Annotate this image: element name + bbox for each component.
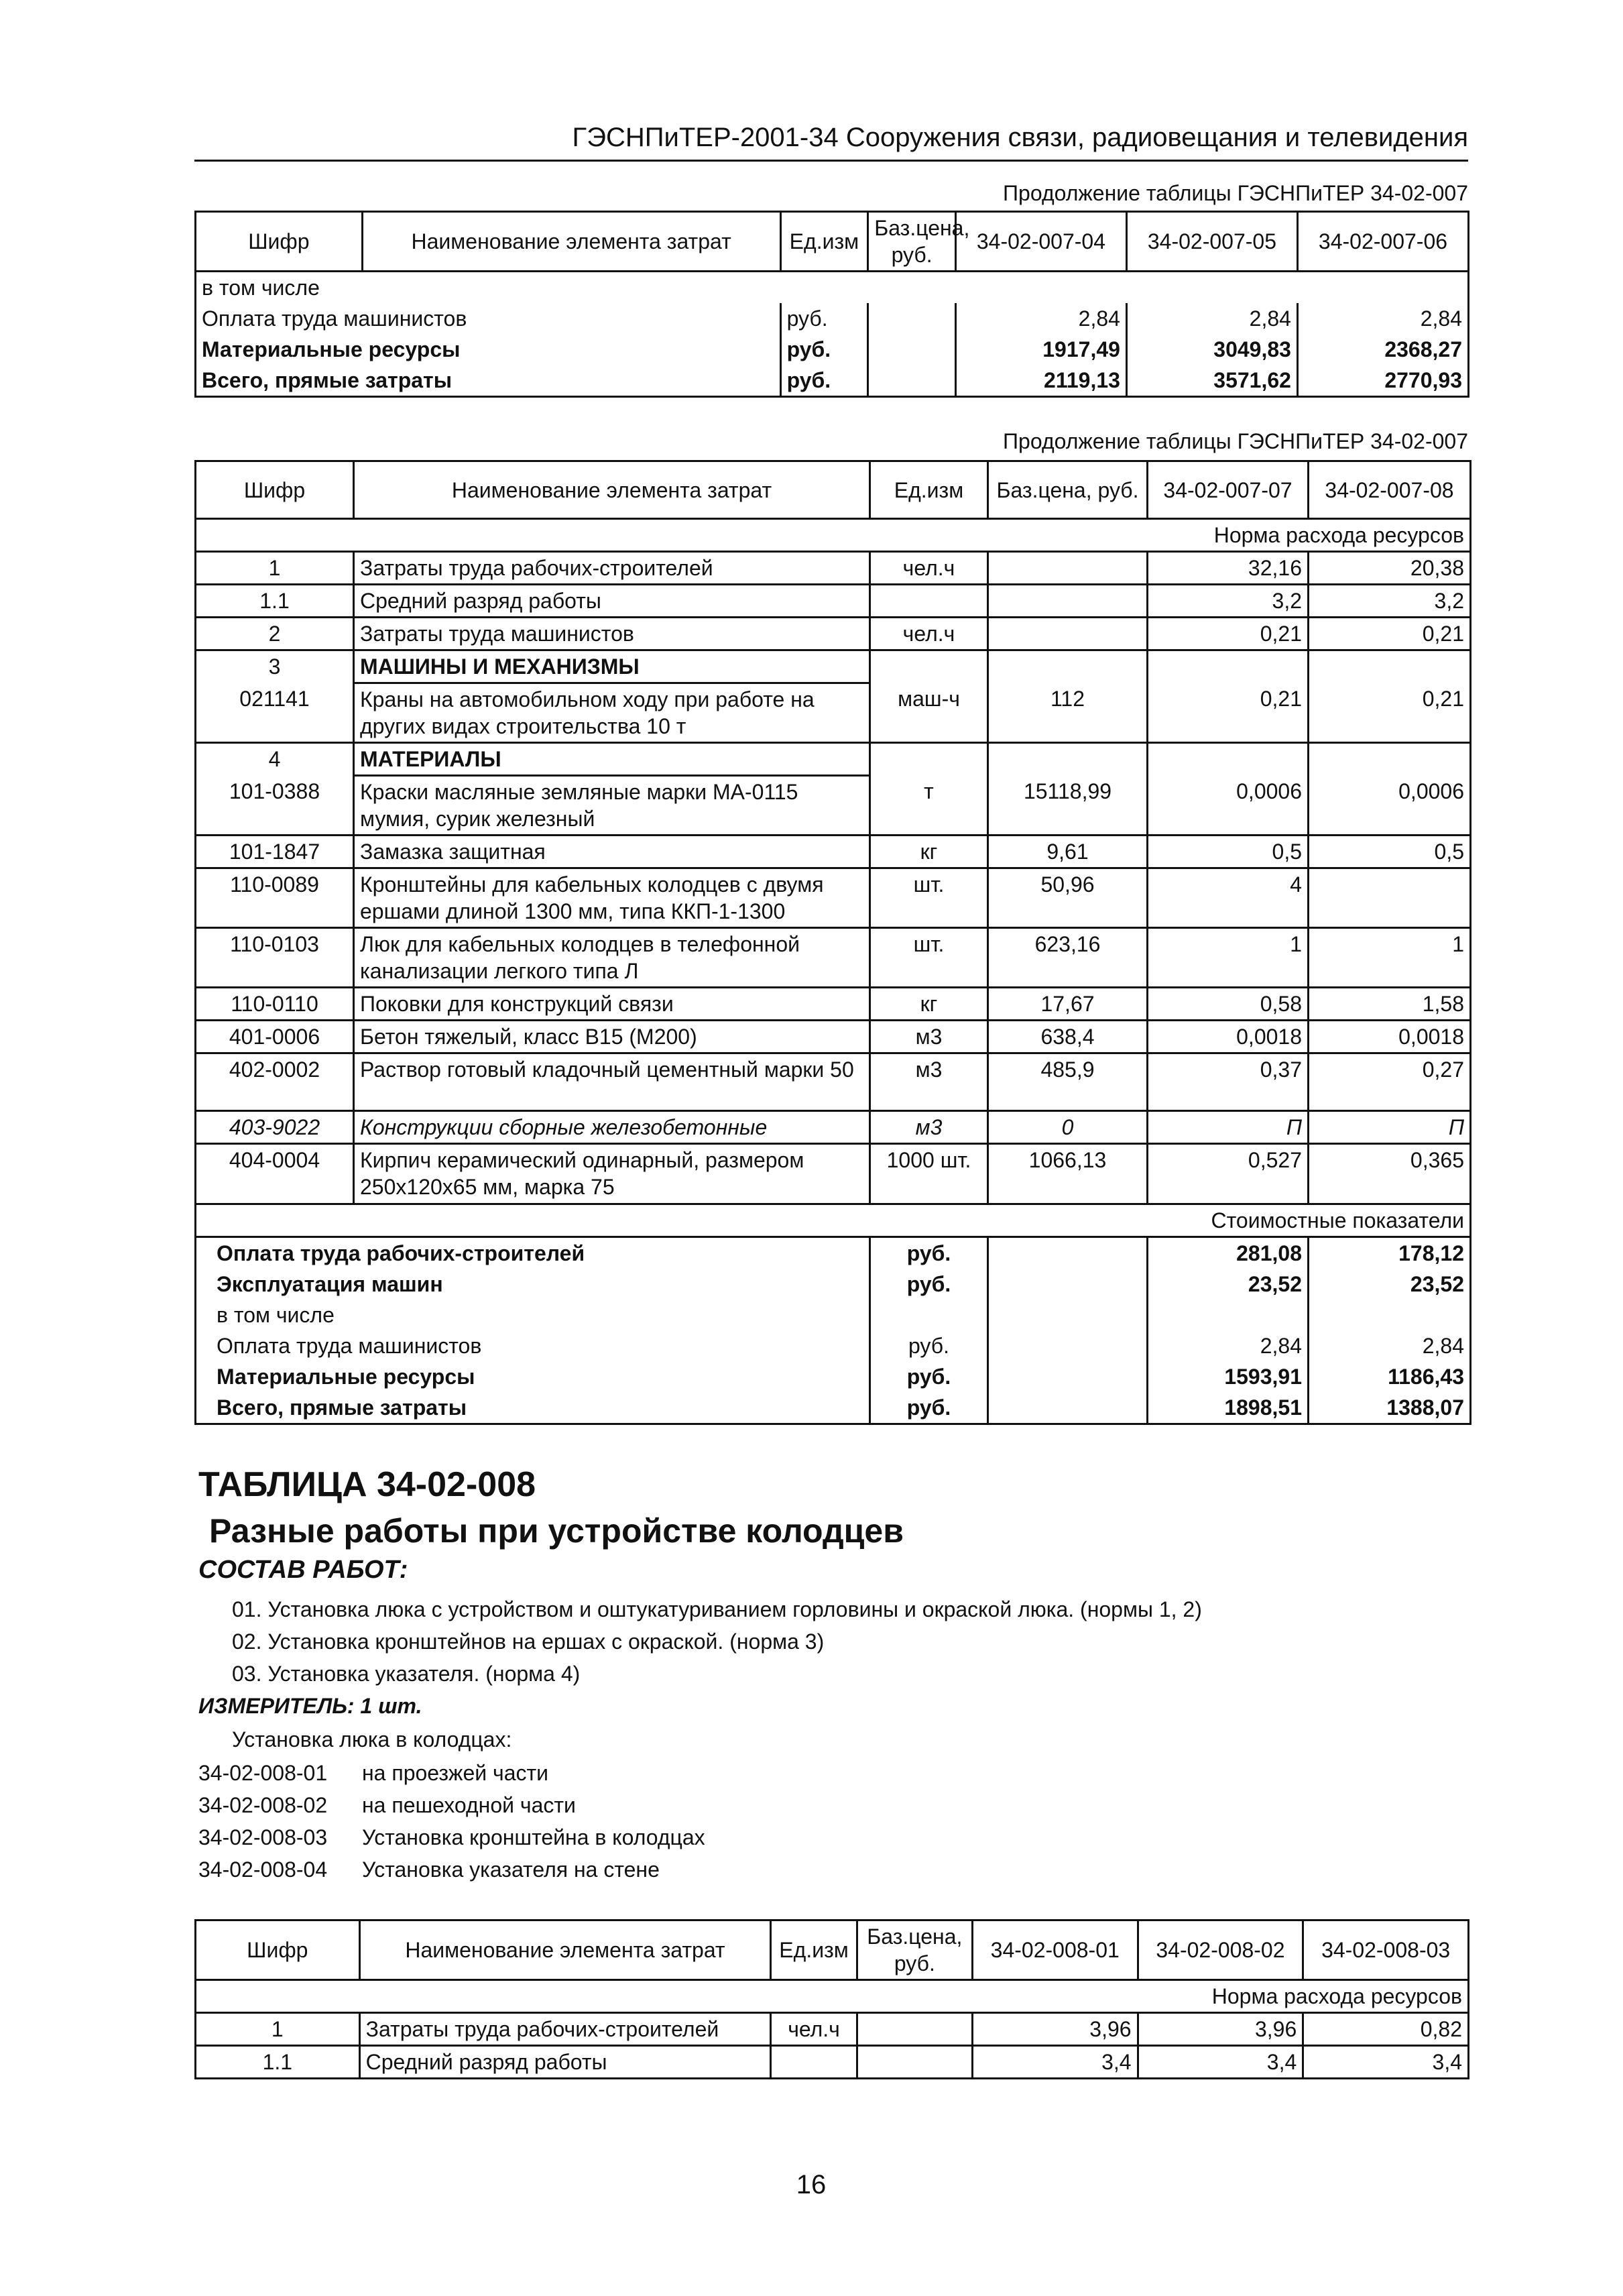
- col-header-v1: 34-02-007-07: [1148, 461, 1309, 519]
- table-row: Оплата труда машинистов руб. 2,84 2,84 2,84: [196, 303, 1469, 334]
- col-header-v1: 34-02-007-04: [955, 212, 1126, 272]
- measure-label: ИЗМЕРИТЕЛЬ: 1 шт.: [198, 1694, 422, 1718]
- norm-label-row: Норма расхода ресурсов: [196, 1980, 1469, 2013]
- table-row: 101-0388 Краски масляные земляные марки МА-0115 мумия, сурик железный т 15118,99 0,0006 0,0006: [196, 776, 1471, 836]
- col-header-v2: 34-02-007-05: [1126, 212, 1297, 272]
- col-header-code: Шифр: [196, 1920, 360, 1980]
- page-header: [194, 118, 1468, 162]
- section-subtitle: Разные работы при устройстве колодцев: [209, 1512, 904, 1550]
- item-code: 34-02-008-02: [198, 1793, 328, 1817]
- cost-row: Всего, прямые затраты руб. 1898,51 1388,07: [196, 1392, 1471, 1424]
- table-row: 1 Затраты труда рабочих-строителей чел.ч 32,16 20,38: [196, 552, 1471, 585]
- col-header-v3: 34-02-008-03: [1303, 1920, 1469, 1980]
- cost-row: Оплата труда машинистов руб. 2,84 2,84: [196, 1330, 1471, 1361]
- col-header-v3: 34-02-007-06: [1297, 212, 1468, 272]
- table-row: Всего, прямые затраты руб. 2119,13 3571,62 2770,93: [196, 365, 1469, 397]
- table-row: 101-1847 Замазка защитная кг 9,61 0,5 0,5: [196, 836, 1471, 868]
- col-header-unit: Ед.изм: [780, 212, 868, 272]
- cost-row: Материальные ресурсы руб. 1593,91 1186,43: [196, 1361, 1471, 1392]
- item-text: Установка кронштейна в колодцах: [362, 1825, 705, 1849]
- table-row: 403-9022 Конструкции сборные железобетонные м3 0 П П: [196, 1111, 1471, 1144]
- table-header-row: [196, 1920, 1469, 1980]
- col-header-v2: 34-02-007-08: [1309, 461, 1471, 519]
- table2-continuation: Продолжение таблицы ГЭСНПиТЕР 34-02-007: [1003, 429, 1468, 453]
- table-row: 401-0006 Бетон тяжелый, класс В15 (М200) м3 638,4 0,0018 0,0018: [196, 1021, 1471, 1053]
- table-header-row: [196, 212, 1469, 272]
- table-row: 404-0004 Кирпич керамический одинарный, размером 250х120х65 мм, марка 75 1000 шт. 1066,13 0,527 0,365: [196, 1144, 1471, 1204]
- col-header-price: Баз.цена, руб.: [868, 212, 956, 272]
- cost-row: Эксплуатация машин руб. 23,52 23,52: [196, 1269, 1471, 1300]
- cost-row: в том числе: [196, 1300, 1471, 1330]
- header-title: ГЭСНПиТЕР-2001-34 Сооружения связи, радиовещания и телевидения: [572, 123, 1468, 152]
- col-header-v1: 34-02-008-01: [972, 1920, 1138, 1980]
- table-row: в том числе: [196, 272, 1469, 304]
- table-row: 021141 Краны на автомобильном ходу при работе на других видах строительства 10 т маш-ч 112 0,21 0,21: [196, 683, 1471, 743]
- norm-label-row: Норма расхода ресурсов: [196, 519, 1471, 552]
- table-row: 110-0110 Поковки для конструкций связи кг 17,67 0,58 1,58: [196, 988, 1471, 1021]
- work-item: 01. Установка люка с устройством и оштукатуриванием горловины и окраской люка. (нормы 1, 2): [232, 1597, 1202, 1621]
- table-row: 110-0103 Люк для кабельных колодцев в телефонной канализации легкого типа Л шт. 623,16 1 1: [196, 928, 1471, 988]
- col-header-unit: Ед.изм: [870, 461, 988, 519]
- work-item: 02. Установка кронштейнов на ершах с окраской. (норма 3): [232, 1629, 825, 1654]
- table-row: 1 Затраты труда рабочих-строителей чел.ч 3,96 3,96 0,82: [196, 2013, 1469, 2046]
- page-number: 16: [796, 2170, 827, 2199]
- table-row: 1.1 Средний разряд работы 3,2 3,2: [196, 585, 1471, 618]
- item-code: 34-02-008-03: [198, 1825, 328, 1849]
- item-text: на пешеходной части: [362, 1793, 576, 1817]
- section-title: ТАБЛИЦА 34-02-008: [198, 1465, 536, 1504]
- table-row: 110-0089 Кронштейны для кабельных колодцев с двумя ершами длиной 1300 мм, типа ККП-1-1300 шт. 50,96 4: [196, 868, 1471, 928]
- table-row: 3 МАШИНЫ И МЕХАНИЗМЫ: [196, 650, 1471, 683]
- col-header-v2: 34-02-008-02: [1138, 1920, 1303, 1980]
- cost-label-row: Стоимостные показатели: [196, 1204, 1471, 1237]
- col-header-code: Шифр: [196, 461, 354, 519]
- item-text: на проезжей части: [362, 1761, 549, 1785]
- table-3: [194, 1919, 1469, 2079]
- table-row: Материальные ресурсы руб. 1917,49 3049,83 2368,27: [196, 334, 1469, 365]
- table2-body: [196, 552, 1471, 1204]
- table-2: [194, 460, 1471, 1425]
- table-1: [194, 211, 1469, 398]
- cost-row: Оплата труда рабочих-строителей руб. 281,08 178,12: [196, 1237, 1471, 1269]
- item-text: Установка указателя на стене: [362, 1857, 660, 1882]
- col-header-price: Баз.цена, руб.: [988, 461, 1148, 519]
- item-code: 34-02-008-04: [198, 1857, 328, 1882]
- table-row: 4 МАТЕРИАЛЫ: [196, 743, 1471, 776]
- composition-label: СОСТАВ РАБОТ:: [198, 1556, 408, 1584]
- table-row: 1.1 Средний разряд работы 3,4 3,4 3,4: [196, 2046, 1469, 2079]
- group-label: Установка люка в колодцах:: [232, 1727, 512, 1752]
- table-row: 402-0002 Раствор готовый кладочный цементный марки 50 м3 485,9 0,37 0,27: [196, 1053, 1471, 1111]
- col-header-name: Наименование элемента затрат: [359, 1920, 771, 1980]
- table1-continuation: Продолжение таблицы ГЭСНПиТЕР 34-02-007: [1003, 181, 1468, 205]
- col-header-code: Шифр: [196, 212, 363, 272]
- table-header-row: [196, 461, 1471, 519]
- table-row: 2 Затраты труда машинистов чел.ч 0,21 0,21: [196, 618, 1471, 650]
- work-item: 03. Установка указателя. (норма 4): [232, 1662, 581, 1686]
- col-header-price: Баз.цена, руб.: [857, 1920, 972, 1980]
- col-header-name: Наименование элемента затрат: [362, 212, 780, 272]
- item-code: 34-02-008-01: [198, 1761, 328, 1785]
- col-header-name: Наименование элемента затрат: [354, 461, 870, 519]
- col-header-unit: Ед.изм: [771, 1920, 857, 1980]
